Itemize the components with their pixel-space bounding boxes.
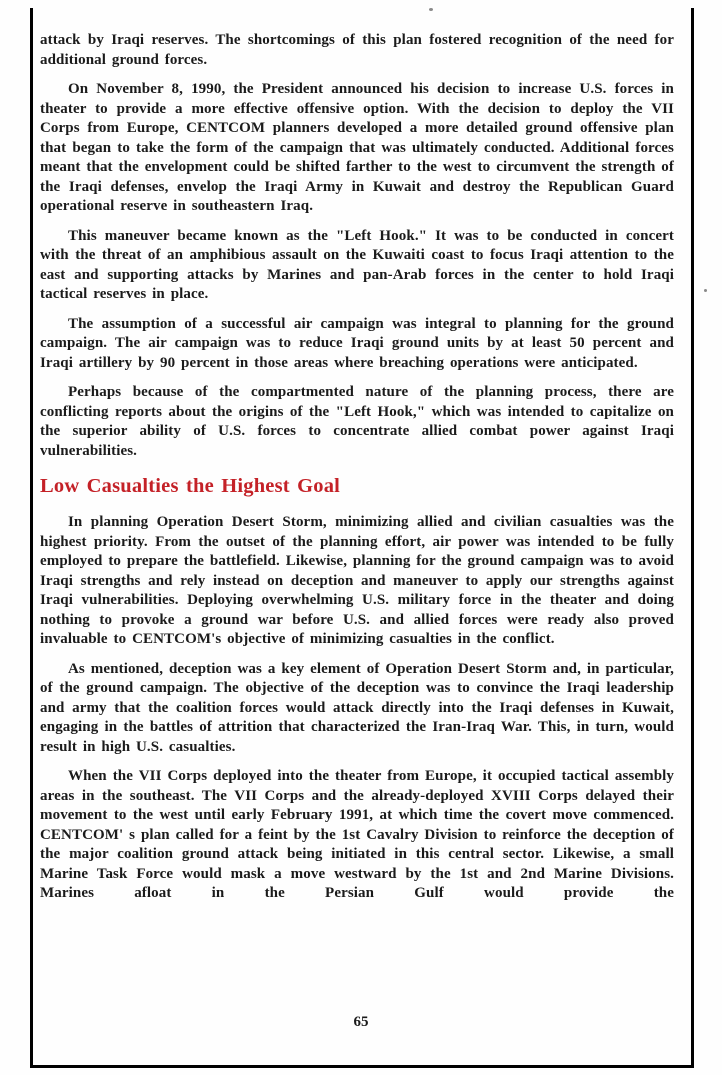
scan-artifact-top: [429, 8, 433, 11]
section-heading: Low Casualties the Highest Goal: [40, 475, 341, 497]
paragraph: As mentioned, deception was a key element of Operation Desert Storm and, in particular, of the ground campaign. The objective of the deception was to convince the Iraqi leadership and army that the coalition forces would attack directly into the Iraqi defenses in Kuwait, engaging in the battles of attrition that characterized the Iran-Iraq War. This, in turn, would result in high U.S. casualties.: [40, 660, 674, 755]
scan-artifact-right: [704, 289, 707, 292]
page-number: 65: [353, 1014, 369, 1030]
paragraph: When the VII Corps deployed into the theater from Europe, it occupied tactical assembly areas in the southeast. The VII Corps and the already-deployed XVIII Corps delayed their movement to the west until early February 1991, at which time the covert move commenced. CENTCOM' s plan called for a feint by the 1st Cavalry Division to reinforce the deception of the major coalition ground attack being initiated in this central sector. Likewise, a small Marine Task Force would mask a move westward by the 1st and 2nd Marine Divisions. Marines afloat in the Persian Gulf would provide the: [40, 768, 674, 901]
paragraph: This maneuver became known as the "Left Hook." It was to be conducted in concert with the threat of an amphibious assault on the Kuwaiti coast to focus Iraqi attention to the east and supporting attacks by Marines and pan-Arab forces in the center to hold Iraqi tactical reserves in place.: [40, 227, 674, 302]
page-content: [40, 31, 674, 914]
paragraph: attack by Iraqi reserves. The shortcomings of this plan fostered recognition of the need for additional ground forces.: [40, 32, 674, 68]
paragraph: Perhaps because of the compartmented nature of the planning process, there are conflicting reports about the origins of the "Left Hook," which was intended to capitalize on the superior ability of U.S. forces to concentrate allied combat power against Iraqi vulnerabilities.: [40, 384, 674, 459]
paragraph: On November 8, 1990, the President announced his decision to increase U.S. forces in theater to provide a more effective offensive option. With the decision to deploy the VII Corps from Europe, CENTCOM planners developed a more detailed ground offensive plan that began to take the form of the campaign that was ultimately conducted. Additional forces meant that the envelopment could be shifted farther to the west to circumvent the strength of the Iraqi defenses, envelop the Iraqi Army in Kuwait and destroy the Republican Guard operational reserve in southeastern Iraq.: [40, 81, 674, 214]
paragraph: In planning Operation Desert Storm, minimizing allied and civilian casualties was the highest priority. From the outset of the planning effort, air power was intended to be fully employed to prepare the battlefield. Likewise, planning for the ground campaign was to avoid Iraqi strengths and rely instead on deception and maneuver to apply our strengths against Iraqi vulnerabilities. Deploying overwhelming U.S. military force in the theater and doing nothing to provoke a ground war before U.S. and allied forces were ready also proved invaluable to CENTCOM's objective of minimizing casualties in the conflict.: [40, 514, 674, 647]
paragraph: The assumption of a successful air campaign was integral to planning for the ground campaign. The air campaign was to reduce Iraqi ground units by at least 50 percent and Iraqi artillery by 90 percent in those areas where breaching operations were anticipated.: [40, 315, 674, 371]
